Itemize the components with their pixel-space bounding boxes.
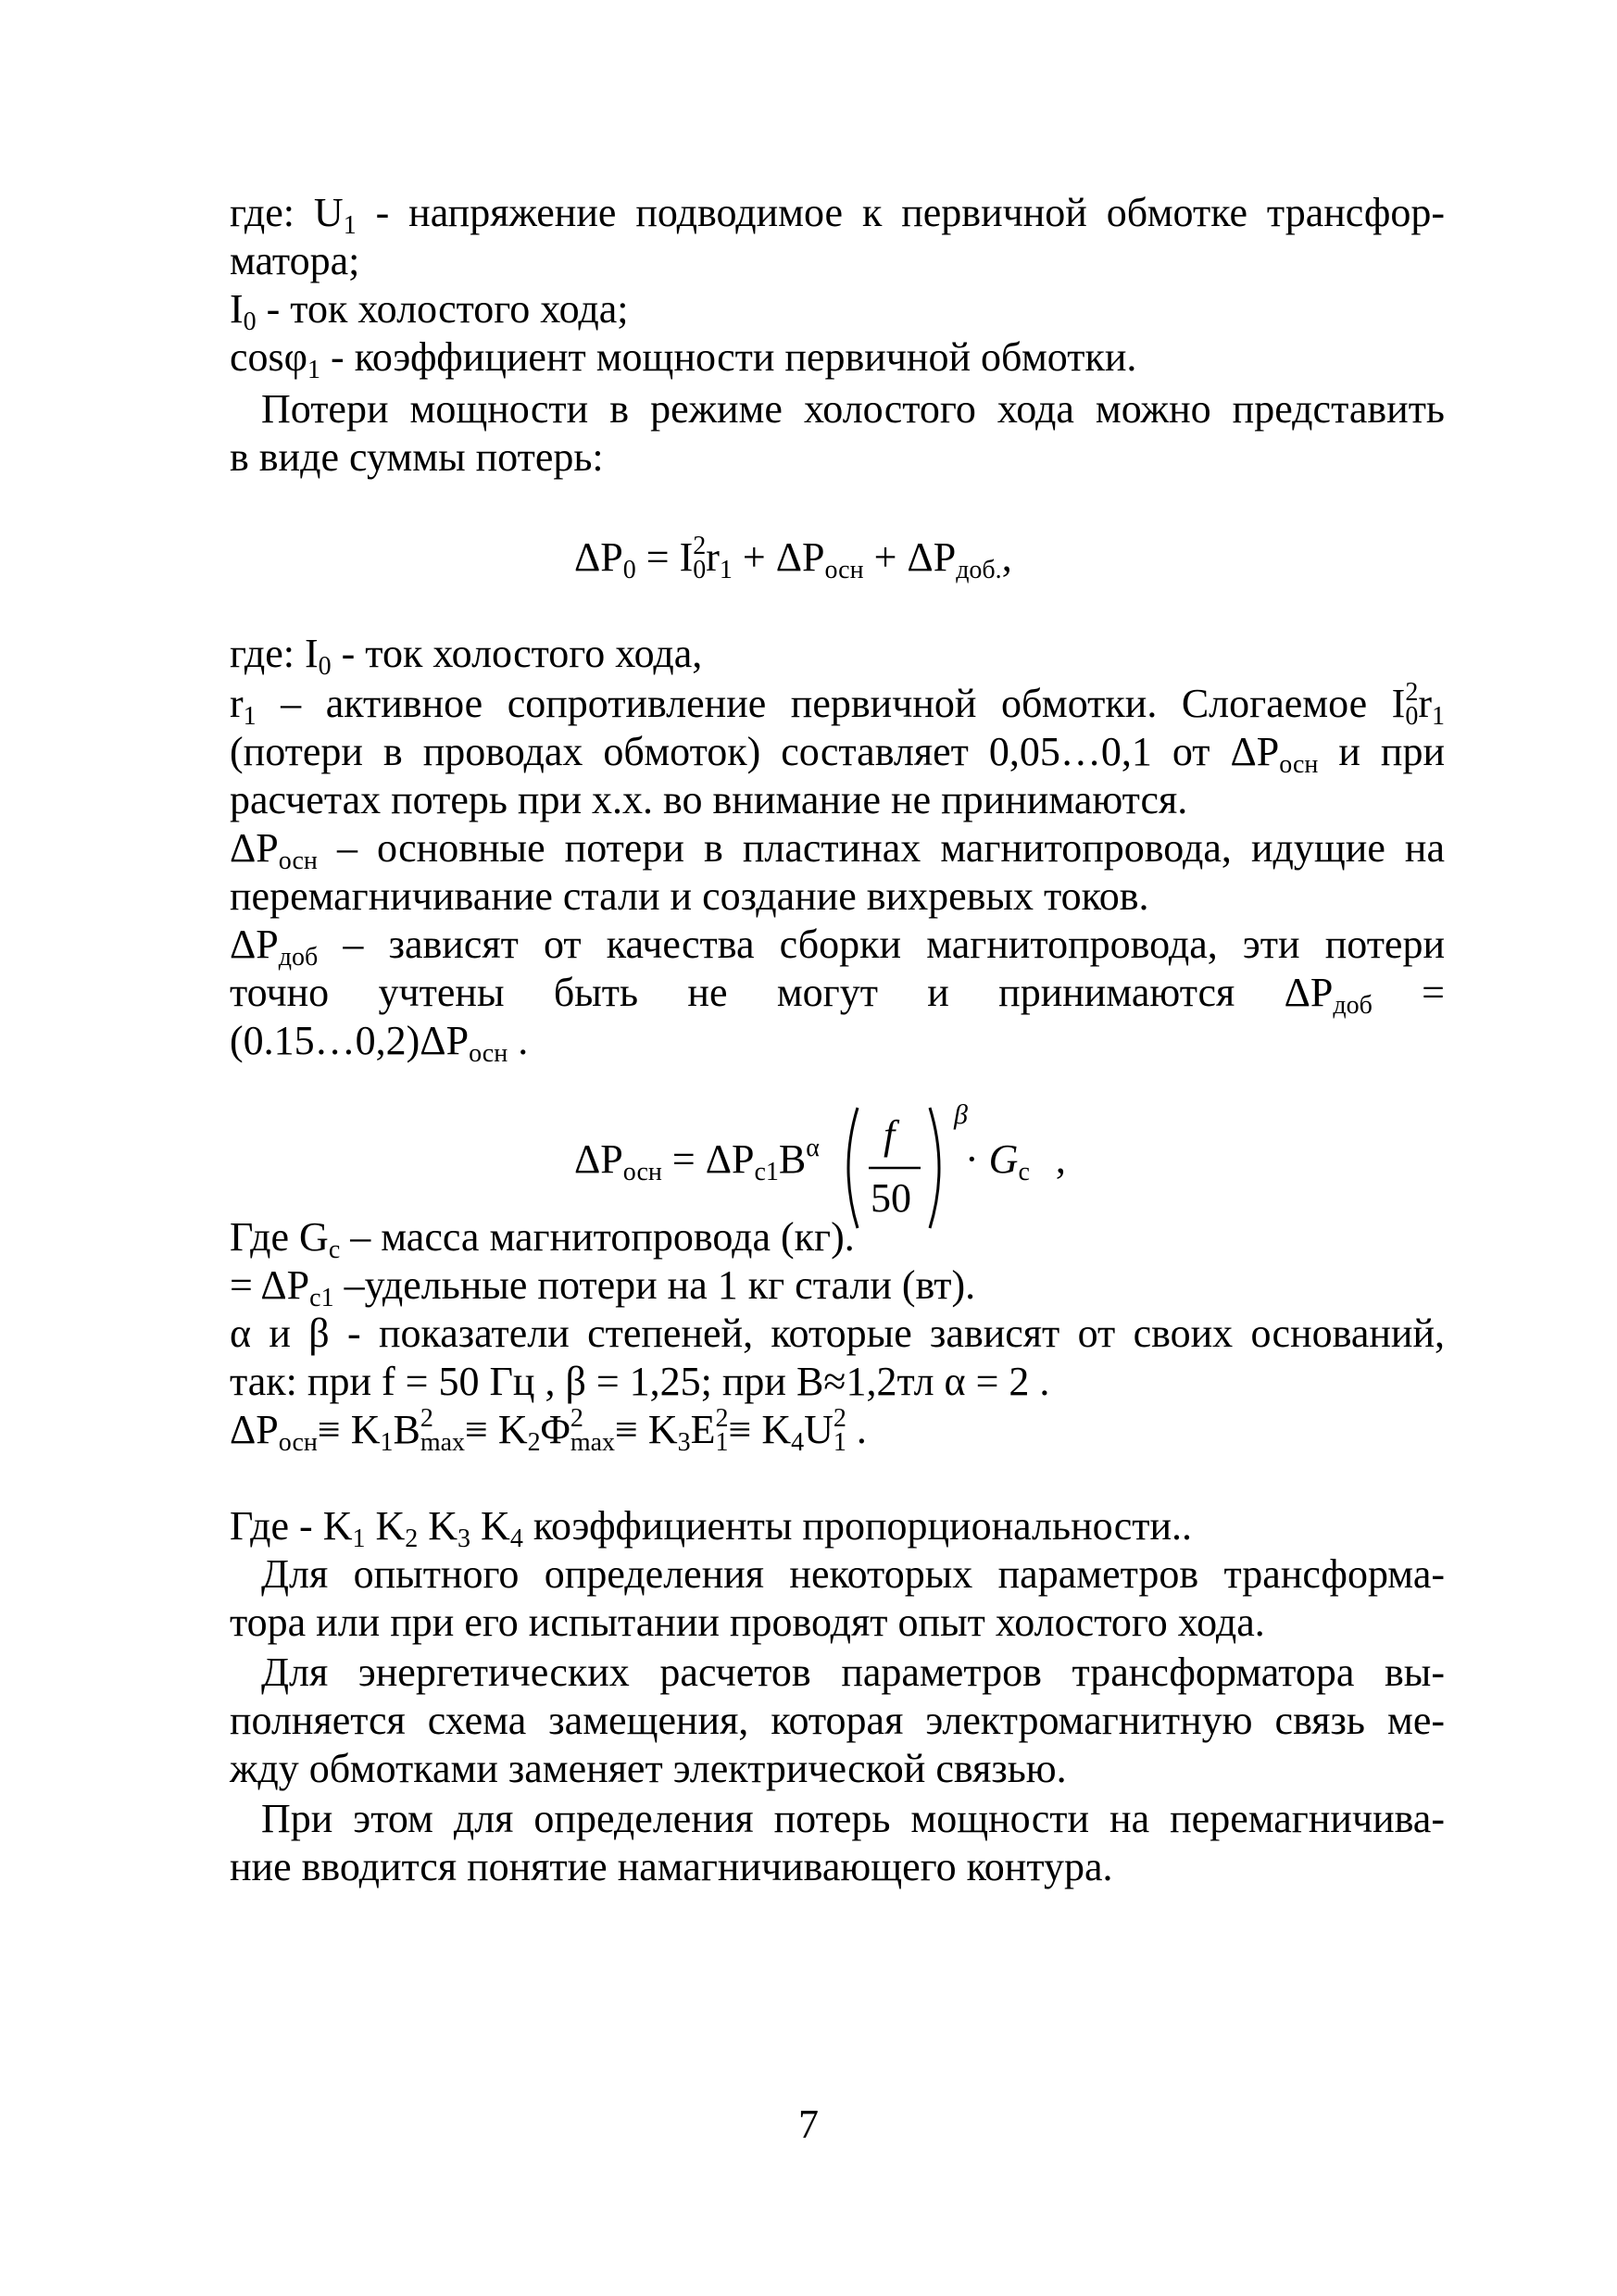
text-line: так: при f = 50 Гц , β = 1,25; при B≈1,2тл α = 2 . xyxy=(230,1359,1050,1404)
text-line: где: $I_0$ - ток холостого хода, xyxy=(230,631,703,681)
fraction-denominator: 50 xyxy=(871,1175,911,1221)
text-line: полняется схема замещения, которая электромагнитную связь ме- xyxy=(230,1698,1445,1743)
text-line: Где $G_c$ – масса магнитопровода (кг). xyxy=(230,1214,855,1264)
text-line: матора; xyxy=(230,238,360,283)
text-line: $\Delta P_{осн}$ – основные потери в пластинах магнитопровода, идущие на xyxy=(230,825,1445,875)
text-line: в виде суммы потерь: xyxy=(230,434,604,480)
formula-main-losses: $\Delta P_{осн} = \Delta P_{c1}B^\alpha$ f 50 β · $G_c$ , xyxy=(574,1098,1093,1237)
text-line: cosφ$_1$ - коэффициент мощности первичной обмотки. xyxy=(230,334,1137,384)
text-line: тора или при его испытании проводят опыт холостого хода. xyxy=(230,1600,1265,1645)
text-line: точно учтены быть не могут и принимаются $\Delta P_{доб}$ = xyxy=(230,970,1445,1020)
text-line: α и β - показатели степеней, которые зависят от своих оснований, xyxy=(230,1311,1445,1356)
text-line: При этом для определения потерь мощности на перемагничива- xyxy=(261,1796,1445,1841)
page-number: 7 xyxy=(798,2102,819,2147)
text-line: Потери мощности в режиме холостого хода можно представить xyxy=(261,386,1445,432)
text-line: $I_0$ - ток холостого хода; xyxy=(230,286,629,336)
text-line: $r_1$ – активное сопротивление первичной обмотки. Слогаемое $I_0^2r_1$ xyxy=(230,678,1445,731)
text-line: (потери в проводах обмоток) составляет 0,05…0,1 от $\Delta P_{осн}$ и при xyxy=(230,729,1446,779)
exponent-beta: β xyxy=(954,1099,968,1130)
text-line: Для энергетических расчетов параметров трансформатора вы- xyxy=(261,1650,1445,1695)
text-line: $\Delta P_{доб}$ – зависят от качества сборки магнитопровода, эти потери xyxy=(230,922,1445,972)
text-line: ние вводится понятие намагничивающего контура. xyxy=(230,1844,1113,1889)
left-paren xyxy=(848,1108,858,1228)
text-line: $(0.15\dots 0,2)\Delta P_{осн}$ . xyxy=(230,1018,529,1068)
text-line: расчетах потерь при х.х. во внимание не принимаются. xyxy=(230,777,1188,822)
right-paren xyxy=(930,1108,939,1228)
formula-proportionality: $\Delta P_{осн}\equiv K_1B^2_{max}\equiv K_2\Phi^2_{max}\equiv K_3E_1^2\equiv K_4U_1^2$ . xyxy=(230,1404,867,1457)
text-line: Где - $K_1$ $K_2$ $K_3$ $K_4$ коэффициенты пропорциональности.. xyxy=(230,1503,1193,1553)
formula-no-load-losses: $\Delta P_0 = I_0^2r_1 + \Delta P_{осн} + \Delta P_{доб.}$, xyxy=(574,532,1012,584)
text-line: перемагничивание стали и создание вихревых токов. xyxy=(230,873,1149,919)
text-line: = $\Delta P_{c1}$ –удельные потери на 1 кг стали (вт). xyxy=(230,1262,976,1312)
text-line: жду обмотками заменяет электрической связью. xyxy=(230,1746,1067,1791)
text-line: Для опытного определения некоторых параметров трансформа- xyxy=(261,1551,1445,1597)
text-line: где: $U_1$ - напряжение подводимое к первичной обмотке трансфор- xyxy=(230,190,1445,240)
fraction-numerator: f xyxy=(884,1112,896,1158)
